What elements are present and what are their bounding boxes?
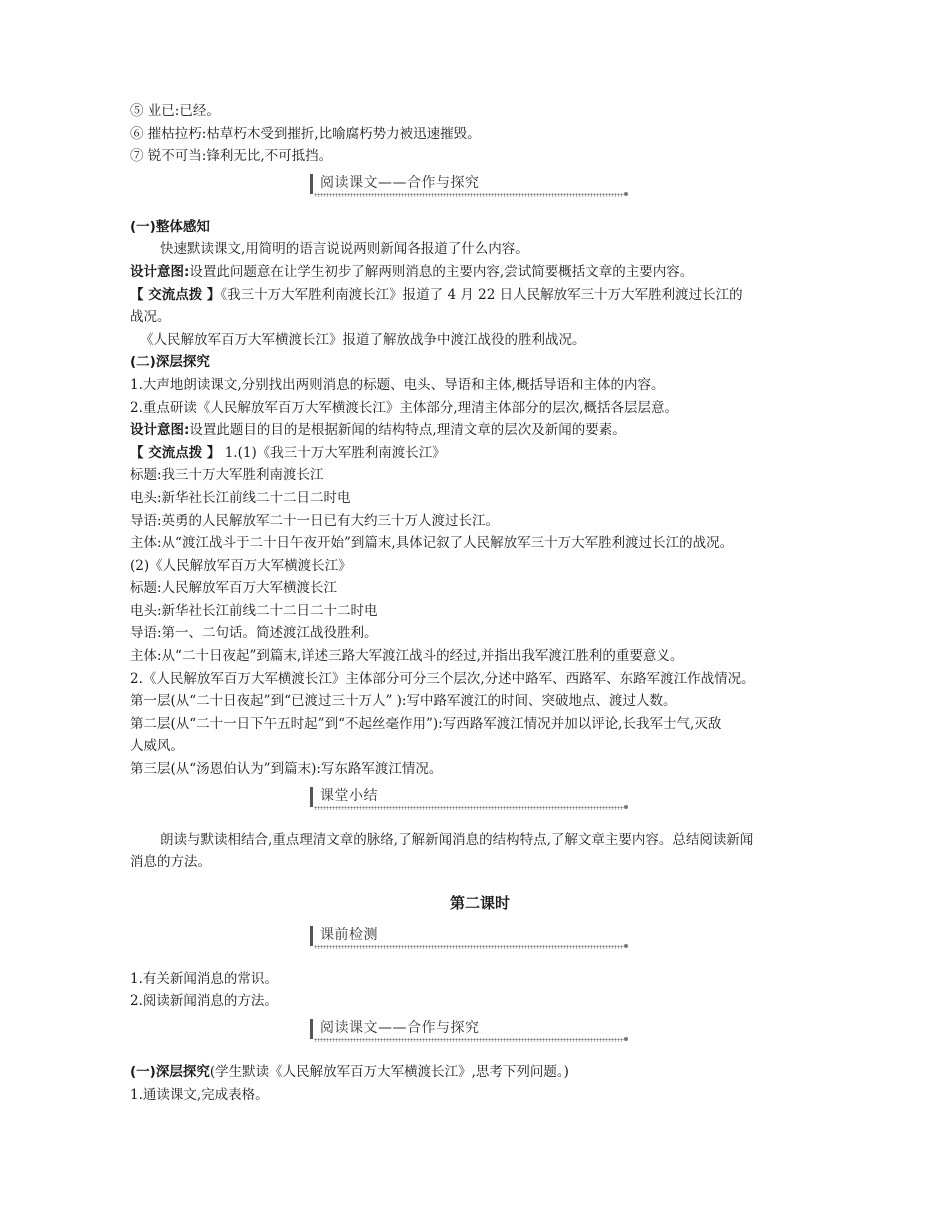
answer-line: 电头:新华社长江前线二十二日二十二时电 [130,602,378,619]
answer-line: 电头:新华社长江前线二十二日二时电 [130,489,351,506]
heading-overall: (一)整体感知 [130,218,210,235]
section-banner-reading [130,168,830,204]
answer-line: 人威风。 [130,738,184,755]
heading-deep-2: (一)深层探究(学生默读《人民解放军百万大军横渡长江》,思考下列问题。) [130,1064,569,1080]
answer-line: 主体:从“二十日夜起”到篇末,详述三路大军渡江战斗的经过,并指出我军渡江胜利的重要意义。 [130,648,684,665]
question-overall: 快速默读课文,用简明的语言说说两则新闻各报道了什么内容。 [160,241,529,258]
banner-label: 课堂小结 [320,787,378,804]
question-deep-1: 1.大声地朗读课文,分别找出两则消息的标题、电头、导语和主体,概括导语和主体的内容。 [130,376,665,393]
heading-deep: (二)深层探究 [130,354,210,371]
answer-line: 标题:我三十万大军胜利南渡长江 [130,467,324,484]
document-page [130,100,830,1106]
design-intent-2: 设计意图:设置此题目的目的是根据新闻的结构特点,理清文章的层次及新闻的要素。 [130,422,626,439]
answer-line: 标题:人民解放军百万大军横渡长江 [130,580,338,597]
answer-line: 2.《人民解放军百万大军横渡长江》主体部分可分三个层次,分述中路军、西路军、东路军渡江作战情况。 [130,670,755,687]
section-banner-reading-2 [130,1013,830,1049]
tip-1-cont: 战况。 [130,309,171,326]
answer-line: 第一层(从“二十日夜起”到“已渡过三十万人” ):写中路军渡江的时间、突破地点、渡过人数。 [130,693,677,710]
section-banner-pretest [130,920,830,956]
banner-label: 阅读课文——合作与探究 [320,1020,480,1036]
answer-line: 第三层(从“汤恩伯认为”到篇末):写东路军渡江情况。 [130,761,443,778]
banner-label: 课前检测 [320,926,378,943]
section-banner-summary [130,781,830,817]
answer-line: (2)《人民解放军百万大军横渡长江》 [130,557,352,574]
banner-label: 阅读课文——合作与探究 [320,174,480,191]
answer-line: 导语:第一、二句话。简述渡江战役胜利。 [130,625,378,642]
pretest-item: 1.有关新闻消息的常识。 [130,970,278,987]
summary-text: 朗读与默读相结合,重点理清文章的脉络,了解新闻消息的结构特点,了解文章主要内容。总结阅读新闻 [160,831,754,848]
tip-1: 【 交流点拨 】《我三十万大军胜利南渡长江》报道了 4 月 22 日人民解放军三十万大军胜利渡过长江的 [130,286,743,303]
note-5: ⑤ 业已:已经。 [130,103,220,119]
lesson-2-title: 第二课时 [449,893,510,912]
design-intent-1: 设计意图:设置此问题意在让学生初步了解两则消息的主要内容,尝试简要概括文章的主要内容。 [130,263,694,280]
question-table: 1.通读课文,完成表格。 [130,1086,269,1103]
answer-line: 导语:英勇的人民解放军二十一日已有大约三十万人渡过长江。 [130,512,500,529]
pretest-item: 2.阅读新闻消息的方法。 [130,993,278,1010]
summary-text-cont: 消息的方法。 [130,854,211,871]
question-deep-2: 2.重点研读《人民解放军百万大军横渡长江》主体部分,理清主体部分的层次,概括各层层意。 [130,399,678,416]
answer-line: 第二层(从“二十一日下午五时起”到“不起丝毫作用”):写西路军渡江情况并加以评论,长我军士气,灭敌 [130,715,722,732]
tip-2: 【 交流点拨 】 1.(1)《我三十万大军胜利南渡长江》 [130,444,446,461]
tip-1-b: 《人民解放军百万大军横渡长江》报道了解放战争中渡江战役的胜利战况。 [140,331,586,348]
note-6: ⑥ 摧枯拉朽:枯草朽木受到摧折,比喻腐朽势力被迅速摧毁。 [130,125,481,142]
answer-line: 主体:从“渡江战斗于二十日午夜开始”到篇末,具体记叙了人民解放军三十万大军胜利渡过长江的战况。 [130,535,734,552]
note-7: ⑦ 锐不可当:锋利无比,不可抵挡。 [130,148,333,165]
